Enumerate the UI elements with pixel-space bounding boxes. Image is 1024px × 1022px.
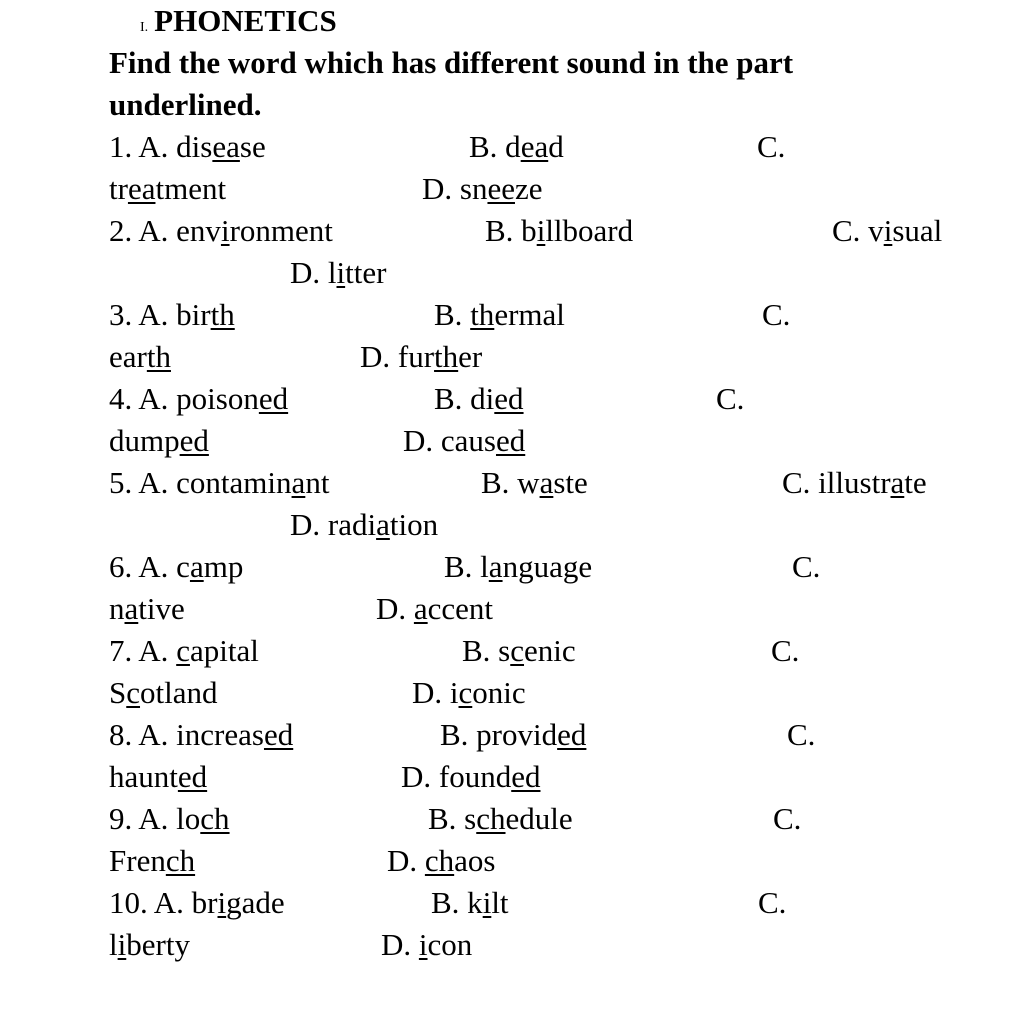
question-8-line1 — [0, 714, 1024, 756]
option-text: B. k — [431, 885, 483, 920]
section-title: PHONETICS — [154, 3, 337, 38]
option-text: D. — [376, 591, 414, 626]
underlined-sound: ea — [520, 129, 549, 164]
answer-option — [412, 672, 526, 714]
option-text: 2. A. env — [109, 213, 221, 248]
option-text: C. — [757, 129, 786, 164]
option-text: 9. A. lo — [109, 801, 201, 836]
option-text: B. — [434, 297, 471, 332]
answer-option — [109, 924, 190, 966]
question-3-line1 — [0, 294, 1024, 336]
underlined-sound: th — [210, 297, 235, 332]
question-6-line2 — [0, 588, 1024, 630]
option-text: llboard — [545, 213, 634, 248]
question-3-line2 — [0, 336, 1024, 378]
underlined-sound: a — [539, 465, 554, 500]
underlined-sound: ea — [212, 129, 240, 164]
option-text: ste — [553, 465, 588, 500]
option-text: ermal — [494, 297, 565, 332]
option-text: tr — [109, 171, 128, 206]
question-9-line1 — [0, 798, 1024, 840]
option-text: D. caus — [403, 423, 496, 458]
option-text: C. — [762, 297, 791, 332]
answer-option — [716, 378, 744, 420]
option-text: C. — [787, 717, 816, 752]
answer-option — [109, 756, 207, 798]
option-text: te — [904, 465, 927, 500]
instruction-line-1: Find the word which has different sound in the part — [109, 45, 794, 80]
answer-option — [428, 798, 573, 840]
answer-option — [109, 882, 285, 924]
underlined-sound: a — [124, 591, 139, 626]
underlined-sound: i — [117, 927, 127, 962]
option-text: dump — [109, 423, 180, 458]
question-10-line1 — [0, 882, 1024, 924]
option-text: edule — [505, 801, 573, 836]
answer-option — [485, 210, 633, 252]
question-2-line1 — [0, 210, 1024, 252]
underlined-sound: i — [536, 213, 546, 248]
answer-option — [422, 168, 543, 210]
option-text: l — [109, 927, 118, 962]
option-text: onic — [472, 675, 526, 710]
underlined-sound: a — [488, 549, 503, 584]
option-text: C. — [716, 381, 745, 416]
option-text: tter — [345, 255, 387, 290]
underlined-sound: th — [434, 339, 459, 374]
option-text: D. found — [401, 759, 512, 794]
underlined-sound: a — [189, 549, 204, 584]
answer-option — [434, 378, 524, 420]
answer-option — [109, 798, 230, 840]
question-7-line1 — [0, 630, 1024, 672]
question-2-line2 — [0, 252, 1024, 294]
answer-option — [762, 294, 790, 336]
answer-option — [431, 882, 509, 924]
underlined-sound: ed — [258, 381, 289, 416]
underlined-sound: i — [217, 885, 227, 920]
underlined-sound: a — [890, 465, 905, 500]
underlined-sound: c — [176, 633, 190, 668]
underlined-sound: ch — [200, 801, 230, 836]
question-4-line2 — [0, 420, 1024, 462]
option-text: gade — [226, 885, 285, 920]
underlined-sound: a — [291, 465, 306, 500]
option-text: nt — [305, 465, 330, 500]
option-text: C. — [758, 885, 787, 920]
answer-option — [787, 714, 815, 756]
option-text: C. v — [832, 213, 884, 248]
section-number: I. — [140, 20, 149, 35]
underlined-sound: i — [220, 213, 230, 248]
option-text: Fren — [109, 843, 166, 878]
underlined-sound: i — [883, 213, 893, 248]
answer-option — [462, 630, 576, 672]
answer-option — [109, 840, 195, 882]
underlined-sound: c — [126, 675, 141, 710]
option-text: B. w — [481, 465, 540, 500]
question-5-line1 — [0, 462, 1024, 504]
option-text: tion — [389, 507, 439, 542]
option-text: 7. A. — [109, 633, 177, 668]
section-heading — [140, 0, 337, 42]
underlined-sound: ed — [495, 423, 526, 458]
question-10-line2 — [0, 924, 1024, 966]
question-9-line2 — [0, 840, 1024, 882]
underlined-sound: i — [418, 927, 428, 962]
option-text: 5. A. contamin — [109, 465, 292, 500]
answer-option — [403, 420, 525, 462]
option-text: B. b — [485, 213, 537, 248]
answer-option — [792, 546, 820, 588]
answer-option — [109, 672, 218, 714]
question-1-line1 — [0, 126, 1024, 168]
option-text: D. l — [290, 255, 337, 290]
question-7-line2 — [0, 672, 1024, 714]
question-8-line2 — [0, 756, 1024, 798]
answer-option — [109, 420, 209, 462]
answer-option — [444, 546, 592, 588]
answer-option — [109, 210, 333, 252]
answer-option — [109, 588, 185, 630]
answer-option — [109, 714, 293, 756]
underlined-sound: ea — [127, 171, 156, 206]
option-text: 3. A. bir — [109, 297, 211, 332]
underlined-sound: c — [510, 633, 525, 668]
underlined-sound: ch — [165, 843, 196, 878]
answer-option — [109, 168, 226, 210]
option-text: sual — [892, 213, 943, 248]
option-text: haunt — [109, 759, 178, 794]
option-text: n — [109, 591, 125, 626]
underlined-sound: ch — [476, 801, 506, 836]
option-text: tive — [138, 591, 185, 626]
answer-option — [109, 336, 171, 378]
option-text: D. i — [412, 675, 459, 710]
option-text: ear — [109, 339, 147, 374]
option-text: 1. A. dis — [109, 129, 213, 164]
answer-option — [758, 882, 786, 924]
option-text: otland — [140, 675, 218, 710]
option-text: B. provid — [440, 717, 558, 752]
option-text: nguage — [502, 549, 593, 584]
underlined-sound: a — [413, 591, 428, 626]
underlined-sound: th — [146, 339, 171, 374]
underlined-sound: a — [376, 507, 390, 542]
option-text: B. di — [434, 381, 495, 416]
question-6-line1 — [0, 546, 1024, 588]
answer-option — [434, 294, 565, 336]
underlined-sound: ed — [179, 423, 209, 458]
option-text: 10. A. br — [109, 885, 218, 920]
option-text: apital — [189, 633, 259, 668]
option-text: berty — [126, 927, 190, 962]
answer-option — [109, 462, 329, 504]
answer-option — [290, 504, 438, 546]
option-text: C. — [792, 549, 821, 584]
option-text: ronment — [229, 213, 333, 248]
answer-option — [773, 798, 801, 840]
option-text: B. s — [462, 633, 511, 668]
option-text: D. sn — [422, 171, 488, 206]
answer-option — [109, 294, 235, 336]
option-text: C. — [771, 633, 800, 668]
option-text: ccent — [427, 591, 494, 626]
option-text: tment — [155, 171, 227, 206]
underlined-sound: ch — [424, 843, 455, 878]
option-text: C. — [773, 801, 802, 836]
underlined-sound: c — [458, 675, 473, 710]
option-text: S — [109, 675, 127, 710]
answer-option — [481, 462, 588, 504]
answer-option — [376, 588, 493, 630]
answer-option — [290, 252, 386, 294]
option-text: 6. A. c — [109, 549, 190, 584]
underlined-sound: th — [470, 297, 495, 332]
instruction-line-2: underlined. — [109, 87, 262, 122]
option-text: se — [239, 129, 266, 164]
option-text: C. illustr — [782, 465, 891, 500]
option-text: 8. A. increas — [109, 717, 264, 752]
answer-option — [757, 126, 785, 168]
option-text: D. — [387, 843, 425, 878]
answer-option — [832, 210, 942, 252]
answer-option — [360, 336, 482, 378]
underlined-sound: ed — [557, 717, 587, 752]
option-text: ze — [514, 171, 543, 206]
option-text: lt — [491, 885, 509, 920]
answer-option — [440, 714, 586, 756]
option-text: B. d — [469, 129, 521, 164]
option-text: B. l — [444, 549, 489, 584]
answer-option — [782, 462, 927, 504]
option-text: B. s — [428, 801, 477, 836]
option-text: con — [427, 927, 473, 962]
underlined-sound: ed — [177, 759, 208, 794]
option-text: 4. A. poison — [109, 381, 259, 416]
answer-option — [771, 630, 799, 672]
option-text: aos — [454, 843, 496, 878]
question-4-line1 — [0, 378, 1024, 420]
answer-option — [469, 126, 564, 168]
answer-option — [109, 546, 243, 588]
answer-option — [109, 126, 266, 168]
option-text: enic — [524, 633, 576, 668]
answer-option — [401, 756, 540, 798]
option-text: d — [548, 129, 564, 164]
answer-option — [387, 840, 495, 882]
question-1-line2 — [0, 168, 1024, 210]
underlined-sound: i — [482, 885, 492, 920]
option-text: er — [458, 339, 483, 374]
option-text: D. radi — [290, 507, 377, 542]
underlined-sound: ed — [511, 759, 541, 794]
option-text: D. — [381, 927, 419, 962]
answer-option — [381, 924, 472, 966]
underlined-sound: ee — [487, 171, 515, 206]
underlined-sound: i — [336, 255, 346, 290]
answer-option — [109, 630, 259, 672]
underlined-sound: ed — [263, 717, 294, 752]
answer-option — [109, 378, 288, 420]
question-5-line2 — [0, 504, 1024, 546]
underlined-sound: ed — [494, 381, 524, 416]
option-text: mp — [203, 549, 244, 584]
option-text: D. fur — [360, 339, 435, 374]
